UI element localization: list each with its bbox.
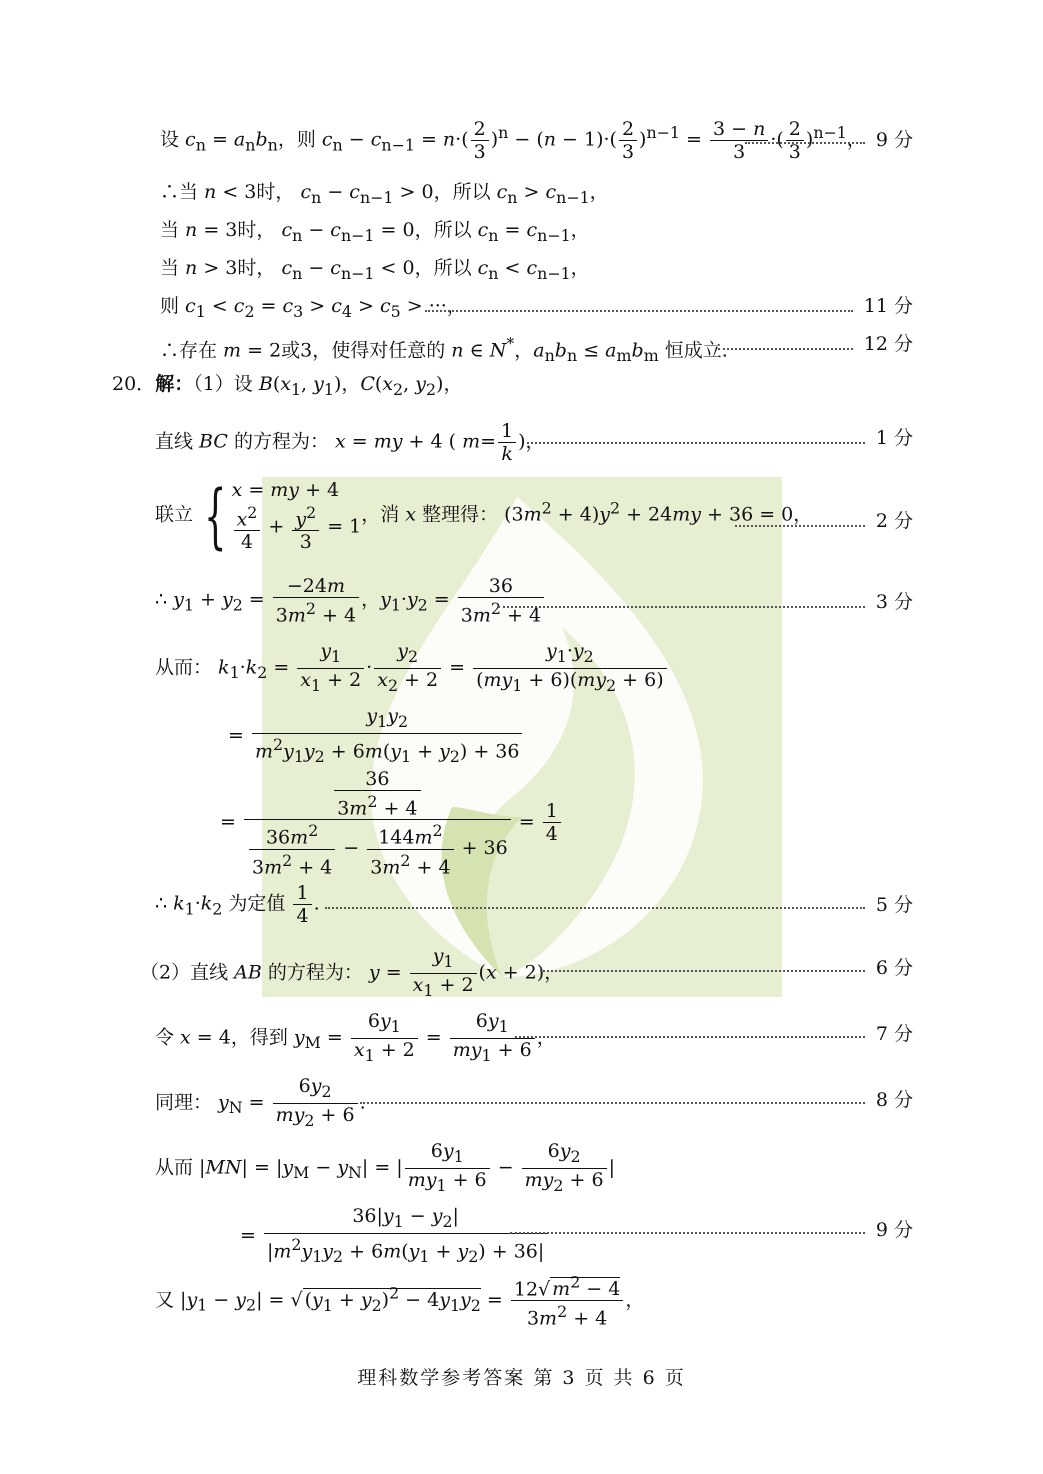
dot-leader [718, 348, 853, 350]
line-13-substitution: = $\frac{36}{3m^2 + 4}$ $\frac{36m^2}{3m^2 + 4}$ − $\frac{144m^2}{3m^2 + 4}$ + 36 = $\frac{1}{4}$ [220, 768, 563, 878]
line-12-expansion: = $\frac{y_1y_2}{m^2y_1y_2 + 6m(y_1 + y_2) + 36}$ [228, 705, 524, 768]
score-12: 12 分 [863, 333, 913, 355]
score-6: 6 分 [875, 957, 913, 979]
score-2: 2 分 [875, 510, 913, 532]
line-2-case-n-less-3: ∴当 n < 3时， $c_n - c_{n-1} > 0$，所以 $c_n > c_{n-1}$， [160, 181, 609, 207]
line-4-case-n-greater-3: 当 n > 3时， $c_n - c_{n-1} < 0$，所以 $c_n < c_{n-1}$， [160, 257, 590, 283]
dot-leader [360, 1102, 865, 1104]
line-6-conclusion: ∴存在 m = 2或3，使得对任意的 n ∈ N*，$a_nb_n \le a_mb_m$ 恒成立. [160, 334, 728, 366]
score-1: 1 分 [875, 427, 913, 449]
score-3: 3 分 [875, 591, 913, 613]
line-11-k1k2: 从而： $k_1\cdot k_2$ = $\frac{y_1}{x_1 + 2}$ · $\frac{y_2}{x_2 + 2}$ = $\frac{y_1\cdot y_2}{(my_1 + 6)(my_2 + 6)}$ [155, 640, 669, 697]
page-footer: 理科数学参考答案 第 3 页 共 6 页 [357, 1367, 686, 1389]
line-1-cn-definition: 设 $c_n = a_nb_n$，则 $c_n - c_{n-1} = n\cdot$( $\frac{2}{3}$ )$^n$ − (n − 1)·( $\frac{2}{3}$ )$^{n-1}$ = $\frac{3 - n}{3}$ ·( $\frac{2}{3}$ )$^{n-1}$， [160, 118, 866, 163]
dot-leader [510, 1232, 865, 1234]
score-9: 9 分 [875, 129, 913, 151]
line-16-ym: 令 x = 4，得到 $y_M$ = $\frac{6y_1}{x_1 + 2}$ = $\frac{6y_1}{my_1 + 6}$ ， [155, 1010, 556, 1065]
problem-20-heading: 20．解：（1）设 $B(x_1$, $y_1$)，$C(x_2$, $y_2$)， [112, 373, 463, 399]
line-8-line-bc: 直线 BC 的方程为： x = my + 4 ( m= $\frac{1}{k}$ )， [155, 420, 545, 465]
line-17-yn: 同理： $y_N$ = $\frac{6y_2}{my_2 + 6}$ . [155, 1075, 366, 1130]
line-10-vieta: ∴ $y_1 + y_2$ = $\frac{-24m}{3m^2 + 4}$ ，$y_1\cdot y_2$ = $\frac{36}{3m^2 + 4}$ [155, 575, 546, 626]
dot-leader [498, 606, 865, 608]
dot-leader [540, 970, 865, 972]
line-3-case-n-equal-3: 当 n = 3时， $c_n - c_{n-1} = 0$，所以 $c_n = c_{n-1}$， [160, 219, 590, 245]
score-7: 7 分 [875, 1023, 913, 1045]
line-20-difference: 又 $|y_1 - y_2|$ = √ $(y_1 + y_2)^2 - 4y_1y_2$ = $\frac{12√ m^2 - 4}{3m^2 + 4}$ ， [155, 1273, 645, 1330]
line-5-sequence-order: 则 $c_1 < c_2 = c_3 > c_4 > c_5$ > ···， [160, 295, 466, 321]
dot-leader [325, 907, 865, 909]
dot-leader [735, 525, 865, 527]
line-18-mn: 从而 $|MN| = |y_M - y_N|$ = | $\frac{6y_1}{my_1 + 6}$ − $\frac{6y_2}{my_2 + 6}$ | [155, 1140, 615, 1195]
line-14-constant: ∴ $k_1\cdot k_2$ 为定值 $\frac{1}{4}$ . [155, 882, 320, 927]
dot-leader [425, 310, 853, 312]
line-15-line-ab: （2）直线 AB 的方程为： y = $\frac{y_1}{x_1 + 2}$ (x + 2)， [140, 945, 564, 1000]
score-5: 5 分 [875, 894, 913, 916]
score-8: 8 分 [875, 1089, 913, 1111]
line-19-mn-simplified: = $\frac{36|y_1 - y_2|}{|m^2y_1y_2 + 6m(y_1 + y_2) + 36|}$ [240, 1205, 549, 1268]
dot-leader [527, 442, 865, 444]
score-11: 11 分 [863, 295, 913, 317]
dot-leader [745, 142, 865, 144]
dot-leader [515, 1036, 865, 1038]
line-9-system: 联立 { x = my + 4 $\frac{x^2}{4}$ + $\frac{y^2}{3}$ = 1 ，消 x 整理得： $(3m^2 + 4)y^2 + 24my + 36 = 0$， [155, 474, 813, 557]
score-9b: 9 分 [875, 1219, 913, 1241]
